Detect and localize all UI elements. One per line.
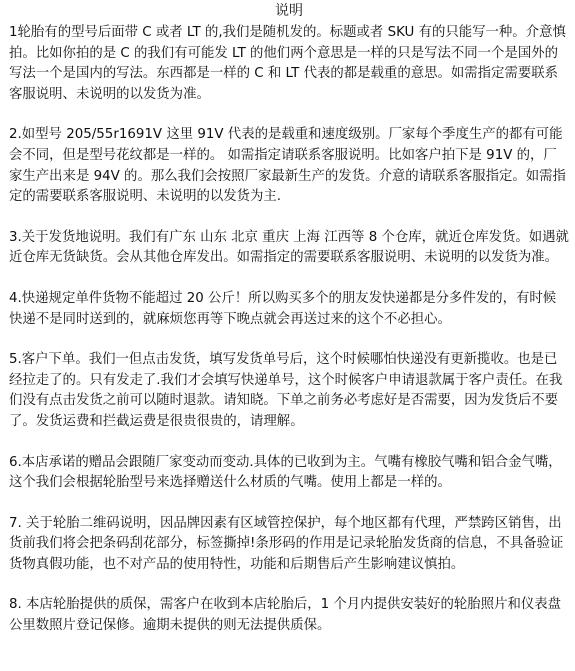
section-8-text: 8. 本店轮胎提供的质保，需客户在收到本店轮胎后，1 个月内提供安装好的轮胎照片和仪表盘公里数照片登记保修。逾期未提供的则无法提供质保。 bbox=[9, 597, 562, 634]
section-6-text: 6.本店承诺的赠品会跟随厂家变动而变动.具体的已收到为主。气嘴有橡胶气嘴和铝合金气嘴，这个我们会根据轮胎型号来选择赠送什么材质的气嘴。使用上都是一样的。 bbox=[9, 454, 562, 491]
section-3-text: 3.关于发货地说明。我们有广东 山东 北京 重庆 上海 江西等 8 个仓库，就近仓库发货。如遇就近仓库无货缺货。会从其他仓库发出。如需指定的需要联系客服说明、未说明的以发货为准。 bbox=[9, 229, 569, 266]
document-title: 说明 bbox=[275, 3, 303, 19]
section-2-text: 2.如型号 205/55r1691V 这里 91V 代表的是载重和速度级别。厂家每个季度生产的都有可能会不同，但是型号花纹都是一样的。 如需指定请联系客服说明。比如客户拍下是 91V 的，厂家生产出来是 94V 的。那么我们会按照厂家最新生产的发货。介意的请联系客服指定。如需指定的需要联系客服说明、未说明的以发货为主. bbox=[9, 127, 566, 205]
section-5-text: 5.客户下单。我们一但点击发货，填写发货单号后，这个时候哪怕快递没有更新揽收。也是已经拉走了的。只有发走了.我们才会填写快递单号，这个时候客户申请退款属于客户责任。在我们没有点击发货之前可以随时退款。请知晓。下单之前务必考虑好是否需要，因为发货后不要了。发货运费和拦截运费是很贵很贵的，请理解。 bbox=[9, 352, 563, 429]
section-1-text: 1轮胎有的型号后面带 C 或者 LT 的,我们是随机发的。标题或者 SKU 有的只能写一种。介意慎拍。比如你拍的是 C 的我们有可能发 LT 的他们两个意思是一样的只是写法不同一个是国外的写法一个是国内的写法。东西都是一样的 C 和 LT 代表的都是载重的意思。如需指定需要联系客服说明、未说明的以发货为准。 bbox=[9, 25, 566, 102]
section-4-text: 4.快递规定单件货物不能超过 20 公斤！所以购买多个的朋友发快递都是分多件发的，有时候快递不是同时送到的，就麻烦您再等下晚点就会再送过来的这个不必担心。 bbox=[9, 290, 557, 327]
section-7-text: 7. 关于轮胎二维码说明，因品牌因素有区域管控保护，每个地区都有代理，严禁跨区销售，出货前我们将会把条码刮花部分，标签撕掉!条形码的作用是记录轮胎发货商的信息，不具备验证货物真假功能，也不对产品的使用特性，功能和后期售后产生影响建议慎拍。 bbox=[9, 515, 564, 572]
